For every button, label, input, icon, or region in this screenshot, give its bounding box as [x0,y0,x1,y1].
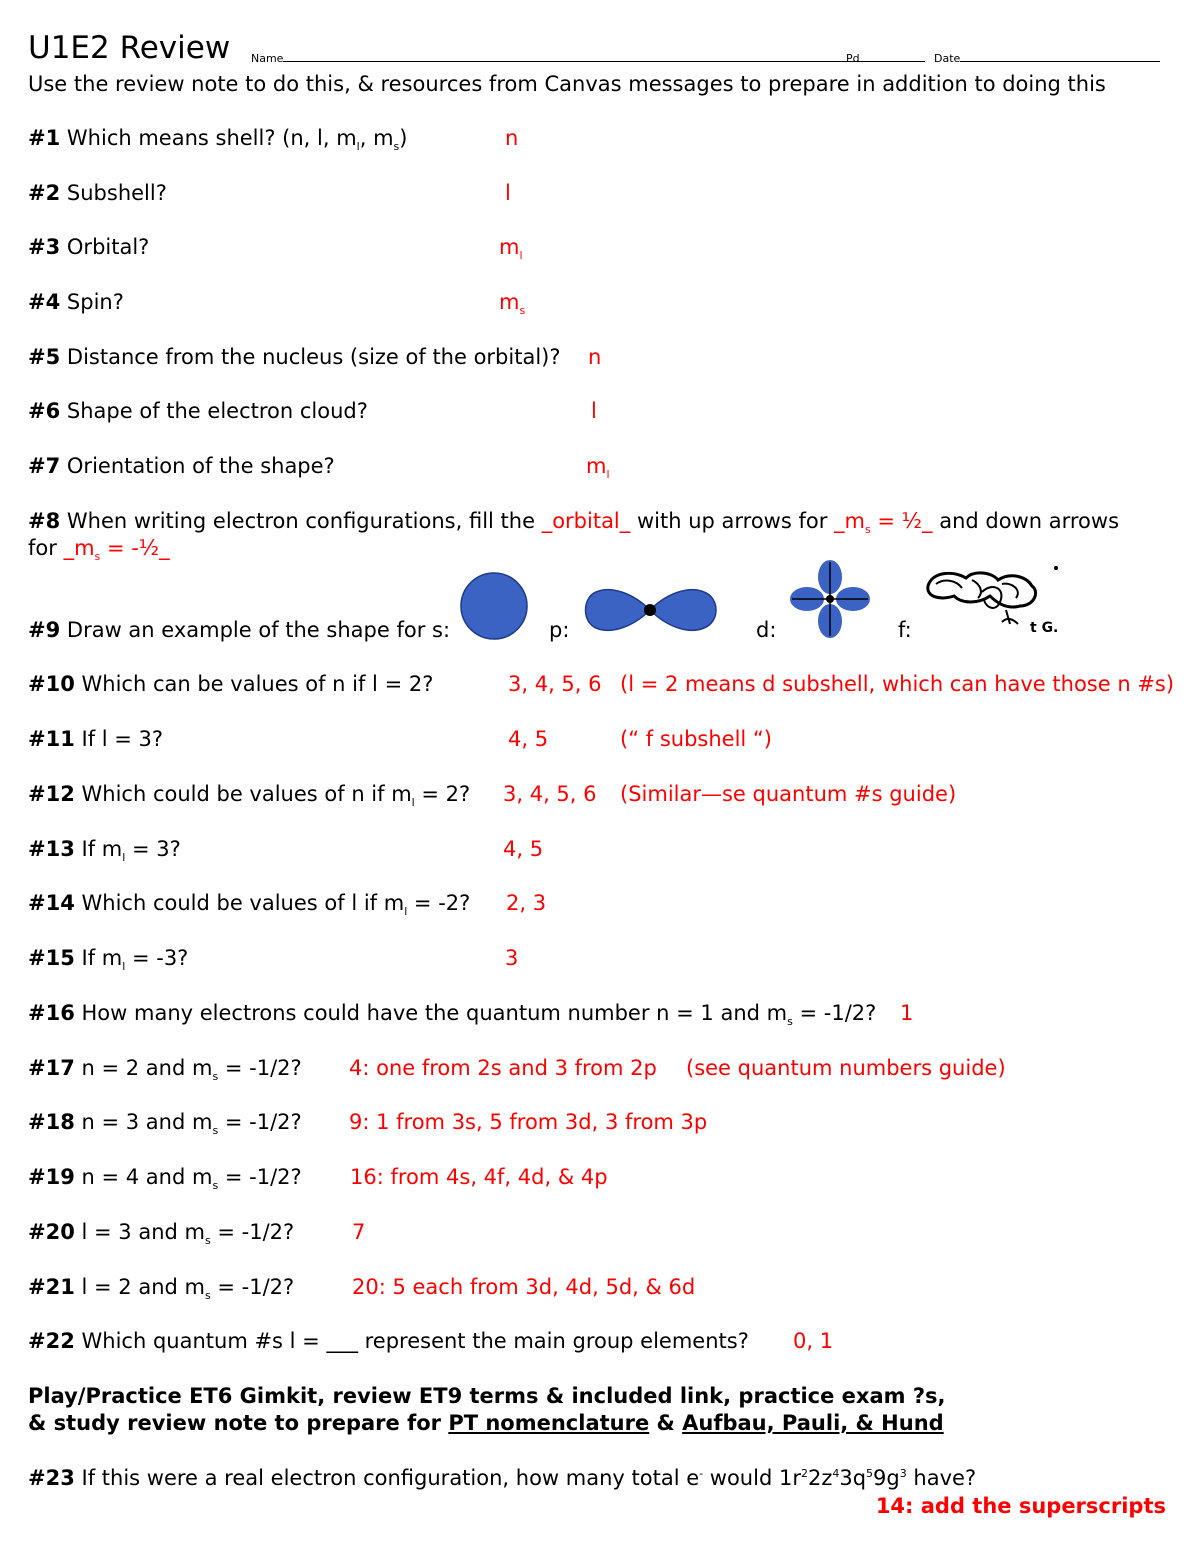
question-5 [28,345,561,369]
q8-blank-down-sub: s [94,550,101,564]
q1-sub1: l [356,140,360,154]
answer-22: 0, 1 [793,1329,834,1353]
q8-text2: with up arrows for [636,509,828,533]
question-23 [28,1466,976,1490]
answer-4-main: m [499,290,520,314]
q9-number: #9 [28,618,61,642]
q13-text2: = 3? [125,837,181,861]
answer-11: 4, 5 [508,727,549,751]
study-note-line2 [28,1411,944,1435]
answer-15: 3 [505,946,519,970]
q1-text2: , m [359,126,394,150]
question-17 [28,1056,302,1083]
question-18 [28,1110,302,1137]
q1-sub2: s [393,140,400,154]
question-20 [28,1220,294,1247]
q19-number: #19 [28,1165,75,1189]
q8-blank-up-sub: s [865,523,871,537]
q13-text: If m [81,837,123,861]
q12-text2: = 2? [414,782,471,806]
q19-text: n = 4 and m [81,1165,213,1189]
q13-sub: l [122,851,126,865]
answer-19: 16: from 4s, 4f, 4d, & 4p [350,1165,608,1189]
q5-number: #5 [28,345,61,369]
answer-7-sub: l [606,468,610,482]
q23-t4: 9g [873,1466,900,1490]
q8-text4: for [28,536,57,560]
q20-text: l = 3 and m [81,1220,205,1244]
question-19 [28,1165,302,1192]
q23-text3: have? [906,1466,977,1490]
q23-sup1: 2 [800,1467,808,1480]
q9-text: Draw an example of the shape for s: [66,618,451,642]
question-7 [28,454,335,478]
q3-number: #3 [28,235,61,259]
answer-20: 7 [352,1220,366,1244]
q19-text2: = -1/2? [218,1165,302,1189]
f-label: f: [898,618,912,642]
answer-23: 14: add the superscripts [875,1494,1166,1518]
q12-sub: l [411,796,415,810]
question-9 [28,618,450,642]
q15-sub: l [122,960,126,974]
q8-text3: and down arrows [939,509,1120,533]
q18-text: n = 3 and m [81,1110,213,1134]
q20-text2: = -1/2? [210,1220,295,1244]
q21-text: l = 2 and m [81,1275,205,1299]
answer-12-note: (Similar—se quantum #s guide) [620,782,957,806]
study-text-b: & [649,1411,683,1435]
answer-10-note: (l = 2 means d subshell, which can have those n #s) [620,672,1175,696]
q6-text: Shape of the electron cloud? [66,399,368,423]
q22-text: Which quantum #s l = ___ represent the main group elements? [81,1329,749,1353]
s-orbital-drawing [458,570,530,642]
q3-text: Orbital? [66,235,150,259]
answer-2: l [505,181,511,205]
study-note-line1: Play/Practice ET6 Gimkit, review ET9 terms & included link, practice exam ?s, [28,1384,946,1408]
q17-text2: = -1/2? [218,1056,302,1080]
q8-blank-down-a: _m [63,536,95,560]
q2-number: #2 [28,181,61,205]
q15-text: If m [81,946,123,970]
question-10 [28,672,433,696]
answer-10: 3, 4, 5, 6 [508,672,602,696]
q8-blank-up [834,509,933,537]
d-orbital-nucleus [826,595,834,603]
q22-number: #22 [28,1329,75,1353]
q23-t2: 2z [807,1466,833,1490]
answer-17: 4: one from 2s and 3 from 2p [349,1056,657,1080]
question-14 [28,891,470,918]
answer-21: 20: 5 each from 3d, 4d, 5d, & 6d [352,1275,696,1299]
q17-text: n = 2 and m [81,1056,213,1080]
q8-text1: When writing electron configurations, fill the [66,509,535,533]
q4-number: #4 [28,290,61,314]
q21-number: #21 [28,1275,75,1299]
answer-6: l [591,399,597,423]
q8-number: #8 [28,509,61,533]
question-12 [28,782,470,809]
d-orbital-drawing [788,558,872,640]
answer-14: 2, 3 [506,891,547,915]
q14-text2: = -2? [407,891,471,915]
q16-text2: = -1/2? [792,1001,877,1025]
page-title [28,30,230,66]
q15-text2: = -3? [125,946,189,970]
aufbau-pauli-hund-link[interactable]: Aufbau, Pauli, & Hund [682,1411,944,1435]
name-field[interactable] [251,52,868,65]
q16-sub: s [787,1015,793,1029]
q8-blank-up-a: _m [834,509,865,533]
q13-number: #13 [28,837,75,861]
q12-text: Which could be values of n if m [81,782,412,806]
q21-text2: = -1/2? [210,1275,295,1299]
q23-sup-e: - [699,1467,704,1480]
p-orbital-drawing [580,580,725,640]
q20-sub: s [204,1234,211,1248]
q17-sub: s [212,1070,219,1084]
q18-sub: s [212,1124,219,1138]
study-text-a: & study review note to prepare for [28,1411,449,1435]
answer-13: 4, 5 [503,837,544,861]
q11-number: #11 [28,727,75,751]
question-22 [28,1329,749,1353]
q15-number: #15 [28,946,75,970]
q20-number: #20 [28,1220,75,1244]
q6-number: #6 [28,399,61,423]
question-15 [28,946,188,973]
q1-number: #1 [28,126,61,150]
pd-field[interactable] [846,52,925,65]
q17-number: #17 [28,1056,75,1080]
q23-number: #23 [28,1466,75,1490]
instructions: Use the review note to do this, & resources from Canvas messages to prepare in addition to doing this [28,72,1106,96]
q16-text: How many electrons could have the quantum number n = 1 and m [81,1001,788,1025]
answer-3-main: m [499,235,520,259]
question-8-line1 [28,509,1119,536]
q23-sup3: 5 [866,1467,874,1480]
answer-4-sub: s [519,304,526,318]
p-orbital-nucleus [644,604,656,616]
q14-text: Which could be values of l if m [81,891,405,915]
answer-11-note: (“ f subshell “) [620,727,772,751]
q14-number: #14 [28,891,75,915]
q7-text: Orientation of the shape? [66,454,335,478]
question-6 [28,399,368,423]
q11-text: If l = 3? [81,727,164,751]
answer-3 [499,235,523,262]
answer-4 [499,290,525,317]
q18-number: #18 [28,1110,75,1134]
answer-17-note: (see quantum numbers guide) [686,1056,1006,1080]
p-label: p: [549,618,570,642]
answer-18: 9: 1 from 3s, 5 from 3d, 3 from 3p [349,1110,708,1134]
f-note: t G. [1030,620,1059,636]
answer-3-sub: l [519,249,523,263]
q16-number: #16 [28,1001,75,1025]
pt-nomenclature-link[interactable]: PT nomenclature [448,1411,650,1435]
q2-text: Subshell? [66,181,167,205]
q1-text3: ) [399,126,408,150]
q23-t3: 3q [839,1466,867,1490]
date-field[interactable] [934,52,1160,65]
question-8-line2 [28,536,170,563]
q8-blank-up-b: = ½_ [870,509,933,533]
answer-7-main: m [586,454,607,478]
answer-1: n [505,126,519,150]
q23-sup4: 3 [899,1467,907,1480]
q7-number: #7 [28,454,61,478]
q10-text: Which can be values of n if l = 2? [81,672,434,696]
title-text: U1E2 Review [28,30,231,66]
question-4 [28,290,124,314]
answer-5: n [588,345,602,369]
q8-blank-down [63,536,170,564]
s-orbital-sphere [461,573,527,639]
q1-text: Which means shell? (n, l, m [66,126,357,150]
q10-number: #10 [28,672,75,696]
pd-label: Pd [846,52,860,65]
date-label: Date [934,52,961,65]
question-3 [28,235,149,259]
question-13 [28,837,181,864]
question-16 [28,1001,876,1028]
name-label: Name [251,52,284,65]
question-11 [28,727,163,751]
q4-text: Spin? [66,290,124,314]
q14-sub: l [404,905,408,919]
q12-number: #12 [28,782,75,806]
answer-12: 3, 4, 5, 6 [503,782,597,806]
question-21 [28,1275,294,1302]
question-1 [28,126,407,153]
answer-16: 1 [900,1001,914,1025]
q23-text2: would 1r [703,1466,801,1490]
question-2 [28,181,167,205]
q5-text: Distance from the nucleus (size of the orbital)? [66,345,561,369]
d-label: d: [756,618,777,642]
q8-blank-orbital: _orbital_ [541,509,631,533]
q21-sub: s [204,1289,211,1303]
q19-sub: s [212,1179,219,1193]
q18-text2: = -1/2? [218,1110,302,1134]
f-orbital-drawing [922,562,1062,638]
answer-7 [586,454,610,481]
q23-text: If this were a real electron configuration, how many total e [81,1466,700,1490]
q8-blank-down-b: = -½_ [100,536,170,560]
q23-sup2: 4 [832,1467,840,1480]
